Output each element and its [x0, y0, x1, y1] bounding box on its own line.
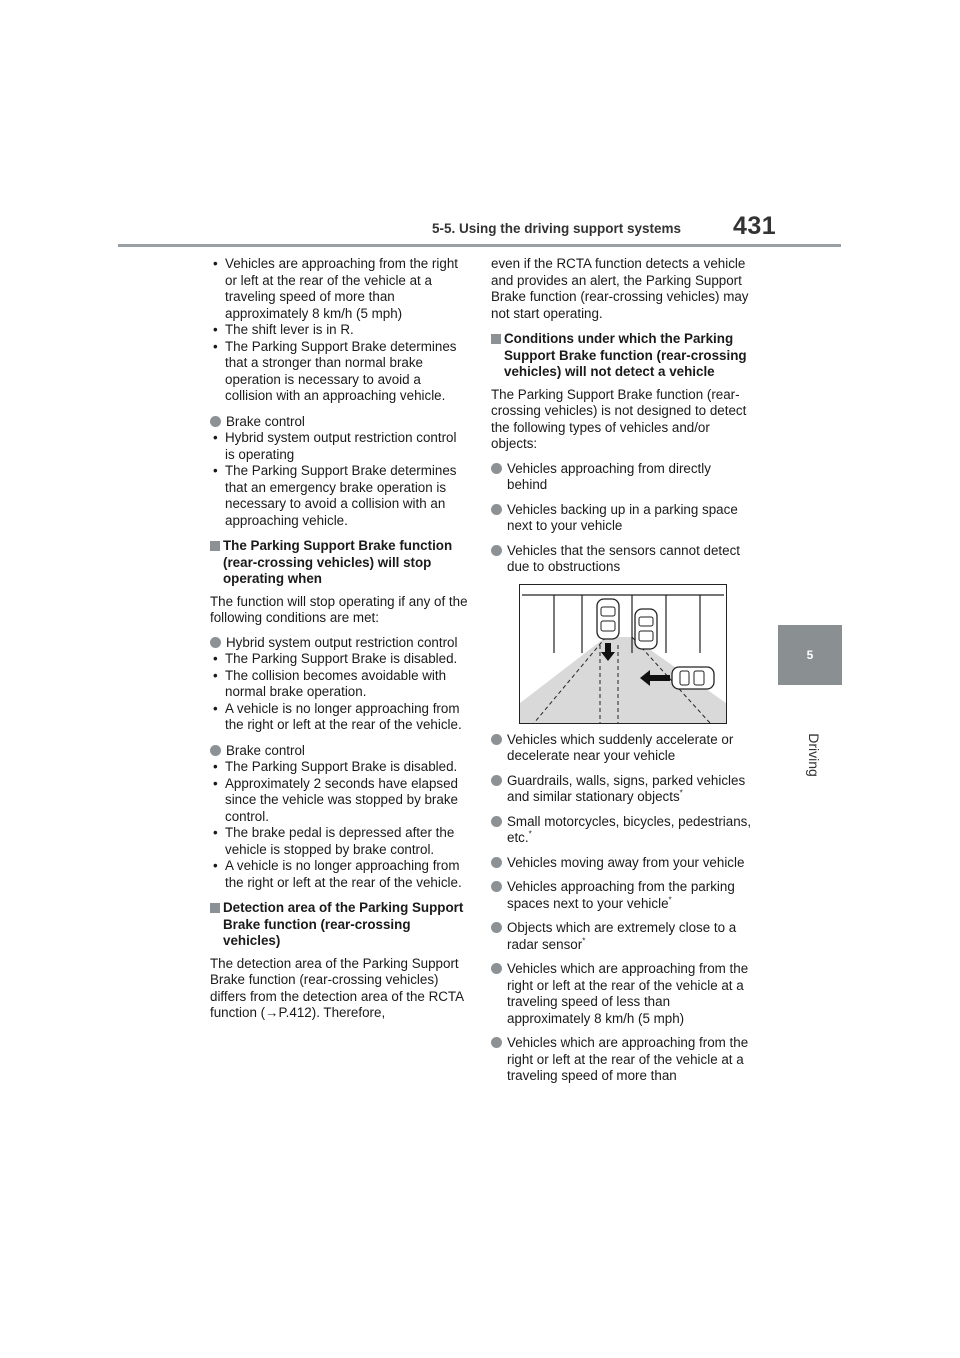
heading-square-icon [210, 541, 220, 551]
list-item: • The shift lever is in R. [210, 322, 468, 339]
heading-text: The Parking Support Brake function (rear-crossing vehicles) will stop operating when [223, 538, 453, 586]
list-item [491, 879, 753, 912]
list-item: • Vehicles are approaching from the right or left at the rear of the vehicle at a traveling speed of more than approximately 8 km/h (5 mph) [210, 256, 468, 322]
parking-lot-illustration [520, 585, 726, 723]
list-item: • A vehicle is no longer approaching from the right or left at the rear of the vehicle. [210, 858, 468, 891]
bullet-dot-icon [491, 963, 502, 974]
intro-bullet-list [210, 256, 468, 405]
list-item [491, 920, 753, 953]
left-column [210, 256, 468, 1022]
bullet-dot-icon [491, 857, 502, 868]
list-item [491, 814, 753, 847]
bullet-title: Hybrid system output restriction control [226, 634, 458, 650]
bullet-dot-icon [210, 745, 221, 756]
item-text: Guardrails, walls, signs, parked vehicles and similar stationary objects [507, 772, 746, 804]
bullet-dot-icon [491, 816, 502, 827]
list-item [491, 502, 753, 535]
list-item: • The Parking Support Brake determines that an emergency brake operation is necessary to avoid a collision with an approaching vehicle. [210, 463, 468, 529]
chapter-label: Driving [806, 733, 822, 777]
item-text: Vehicles moving away from your vehicle [507, 854, 745, 870]
list-item: • The collision becomes avoidable with normal brake operation. [210, 668, 468, 701]
list-item: • Approximately 2 seconds have elapsed since the vehicle was stopped by brake control. [210, 776, 468, 826]
list-item: • The Parking Support Brake is disabled. [210, 759, 468, 776]
item-text: Vehicles approaching from the parking spaces next to your vehicle [507, 879, 735, 911]
item-text: Vehicles which are approaching from the right or left at the rear of the vehicle at a traveling speed of more than [507, 1035, 749, 1083]
list-item [491, 855, 753, 872]
bullet-dot-icon [491, 545, 502, 556]
paragraph: even if the RCTA function detects a vehicle and provides an alert, the Parking Support Brake function (rear-crossing vehicles) may not start operating. [491, 256, 749, 321]
list-item [491, 1035, 753, 1085]
footnote-marker: * [528, 829, 532, 839]
section-heading-not-detect [491, 331, 753, 381]
paragraph: The Parking Support Brake function (rear-crossing vehicles) is not designed to detect the following types of vehicles and/or objects: [491, 386, 747, 451]
bullet-dot-icon [491, 463, 502, 474]
bullet-dot-icon [491, 504, 502, 515]
item-text: Objects which are extremely close to a radar sensor [507, 920, 737, 952]
item-text: Vehicles which suddenly accelerate or decelerate near your vehicle [507, 731, 734, 763]
approaching-vehicle-icon [672, 667, 714, 689]
list-item: • The Parking Support Brake is disabled. [210, 651, 468, 668]
heading-text: Conditions under which the Parking Support Brake function (rear-crossing vehicles) will not detect a vehicle [504, 331, 747, 379]
list-item [491, 461, 753, 494]
footnote-marker: * [679, 788, 683, 798]
list-item: • A vehicle is no longer approaching from the right or left at the rear of the vehicle. [210, 701, 468, 734]
item-text: Small motorcycles, bicycles, pedestrians, etc. [507, 813, 752, 845]
own-vehicle-icon [597, 599, 619, 639]
heading-square-icon [210, 903, 220, 913]
bullet-dot-icon [491, 881, 502, 892]
item-text: Vehicles that the sensors cannot detect due to obstructions [507, 542, 740, 574]
list-item [491, 732, 753, 765]
heading-square-icon [491, 334, 501, 344]
bullet-title: Brake control [226, 413, 305, 429]
list-item [491, 543, 753, 576]
bullet-dot-icon [210, 416, 221, 427]
section-heading-detection [210, 900, 468, 950]
list-item [491, 773, 753, 806]
list-item [491, 961, 753, 1027]
header-divider [118, 244, 841, 247]
list-item: • The brake pedal is depressed after the vehicle is stopped by brake control. [210, 825, 468, 858]
footnote-marker: * [582, 936, 586, 946]
chapter-tab[interactable]: 5 [778, 625, 842, 685]
footnote-marker: * [668, 895, 672, 905]
hybrid-restriction-list [210, 651, 468, 734]
bullet-dot-icon [491, 775, 502, 786]
parked-vehicle-icon [635, 609, 657, 649]
list-item: • Hybrid system output restriction control is operating [210, 430, 468, 463]
bullet-dot-icon [210, 637, 221, 648]
paragraph: The detection area of the Parking Support Brake function (rear-crossing vehicles) differs from the detection area of the RCTA function (→P.412). Therefore, [210, 955, 464, 1020]
item-text: Vehicles which are approaching from the right or left at the rear of the vehicle at a traveling speed of less than approximately 8 km/h (5 mph) [507, 961, 749, 1026]
brake-control-list [210, 430, 468, 529]
item-text: Vehicles approaching from directly behind [507, 460, 711, 492]
brake-control-2-list [210, 759, 468, 891]
bullet-dot-icon [491, 922, 502, 933]
heading-text: Detection area of the Parking Support Brake function (rear-crossing vehicles) [223, 900, 464, 948]
section-heading-stop [210, 538, 468, 588]
right-column [491, 256, 753, 1085]
bullet-brake-control [210, 414, 468, 431]
bullet-title: Brake control [226, 742, 305, 758]
list-item: • The Parking Support Brake determines that a stronger than normal brake operation is necessary to avoid a collision with an approaching vehicle. [210, 339, 468, 405]
bullet-dot-icon [491, 1037, 502, 1048]
section-title: 5-5. Using the driving support systems [432, 221, 682, 236]
bullet-hybrid-restriction [210, 635, 468, 652]
item-text: Vehicles backing up in a parking space next to your vehicle [507, 501, 738, 533]
obstruction-diagram [519, 584, 727, 724]
paragraph: The function will stop operating if any of the following conditions are met: [210, 593, 468, 625]
bullet-brake-control-2 [210, 743, 468, 760]
bullet-dot-icon [491, 734, 502, 745]
page-number: 431 [733, 212, 777, 240]
